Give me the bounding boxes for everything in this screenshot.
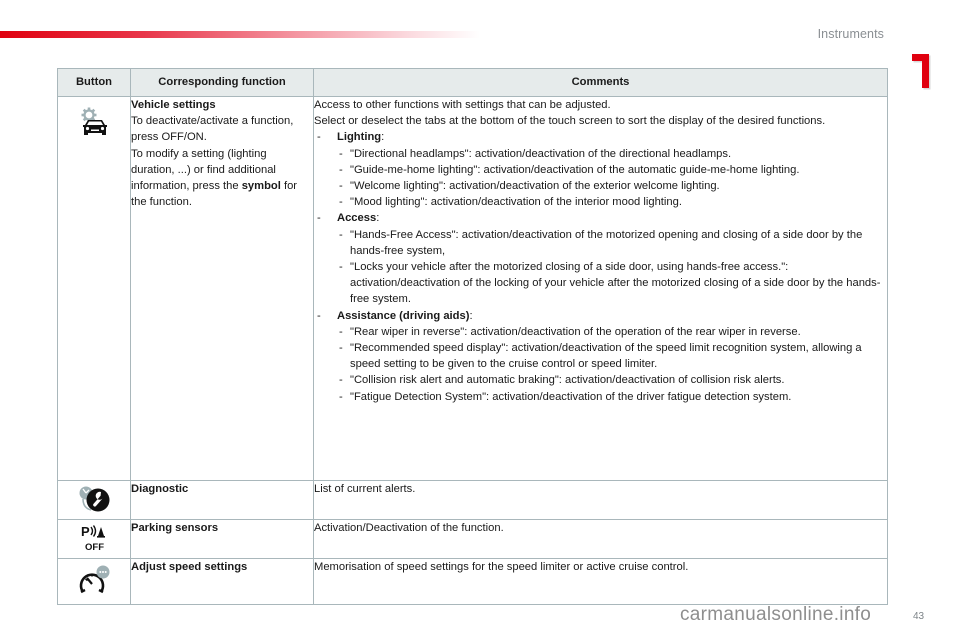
watermark: carmanualsonline.info — [680, 604, 872, 625]
list-item: - "Welcome lighting": activation/deactivation of the exterior welcome lighting. — [339, 180, 720, 193]
function-title: Diagnostic — [131, 483, 189, 495]
chapter-accent-bar — [0, 31, 480, 38]
section-title: Instruments — [817, 27, 884, 41]
list-item: - "Directional headlamps": activation/deactivation of the directional headlamps. — [339, 147, 732, 160]
page-number: 43 — [913, 611, 925, 622]
list-item: - "Collision risk alert and automatic braking": activation/deactivation of collision risk alerts. — [339, 374, 785, 387]
list-item: - "Locks your vehicle after the motorized closing of a side door, using hands-free access.": activation/deactivation of the locking of your vehicle after the motorized closing of a side door by the hands-free system. — [339, 261, 881, 306]
column-header-button: Button — [58, 69, 131, 97]
comment-text: List of current alerts. — [314, 483, 416, 495]
list-item: - "Fatigue Detection System": activation/deactivation of the driver fatigue detection system. — [339, 390, 792, 403]
svg-text:P: P — [81, 524, 90, 540]
table-row-parking-sensors — [58, 520, 888, 559]
function-title: Adjust speed settings — [131, 561, 248, 574]
table-row-vehicle-settings — [58, 97, 888, 481]
list-item: - "Guide-me-home lighting": activation/deactivation of the automatic guide-me-home lighting. — [339, 163, 800, 176]
comment-text: Activation/Deactivation of the function. — [314, 522, 504, 535]
comment-text: Memorisation of speed settings for the speed limiter or active cruise control. — [314, 561, 689, 574]
function-description: To modify a setting (lighting duration, ...) or find additional information, press the symbol for the function. — [131, 147, 298, 209]
column-header-function: Corresponding function — [131, 69, 314, 97]
diagnostic-icon — [77, 484, 111, 519]
column-header-comments: Comments — [314, 69, 888, 97]
adjust-speed-settings-icon — [77, 564, 111, 603]
parking-sensors-off-icon — [78, 523, 110, 558]
function-description: To deactivate/activate a function, press OFF/ON. — [131, 115, 294, 144]
svg-text:OFF: OFF — [85, 542, 104, 554]
comment-intro: Access to other functions with settings that can be adjusted. — [314, 99, 611, 111]
list-item: - "Mood lighting": activation/deactivation of the interior mood lighting. — [339, 196, 682, 209]
list-item: - "Hands-Free Access": activation/deactivation of the motorized opening and closing of a side door by the hands-free system, — [339, 228, 863, 257]
controls-table — [57, 68, 888, 605]
function-title: Parking sensors — [131, 522, 219, 535]
table-row-diagnostic — [58, 481, 888, 520]
table-header-row — [58, 69, 888, 97]
list-item: - "Recommended speed display": activation/deactivation of the speed limit recognition system, allowing a speed setting to be given to the cruise control or speed limiter. — [339, 342, 862, 371]
table-row-adjust-speed-settings — [58, 559, 888, 604]
function-title: Vehicle settings — [131, 99, 216, 111]
comment-intro: Select or deselect the tabs at the bottom of the touch screen to sort the display of the desired functions. — [314, 115, 826, 128]
vehicle-settings-icon — [76, 105, 112, 146]
chapter-number-badge — [910, 52, 934, 90]
list-item: - "Rear wiper in reverse": activation/deactivation of the operation of the rear wiper in reverse. — [339, 325, 801, 338]
comment-section-assistance: - Assistance (driving aids): — [317, 309, 473, 322]
comment-section-lighting: - Lighting: — [317, 131, 385, 144]
comment-section-access: - Access: — [317, 212, 380, 225]
